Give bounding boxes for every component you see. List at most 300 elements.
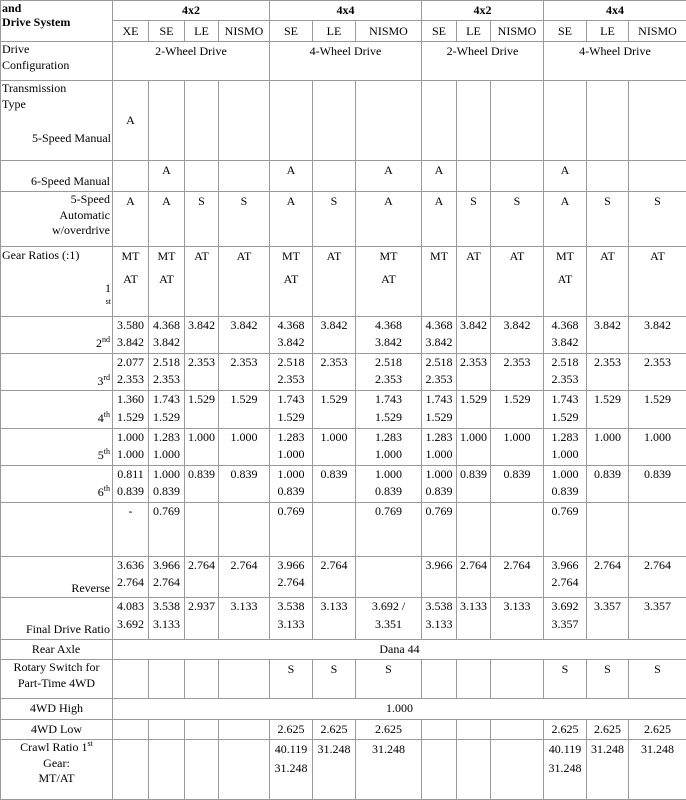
- rotary-switch-value: S: [356, 660, 422, 699]
- gear-ratio-value-line: 2.764: [188, 557, 215, 572]
- five-speed-auto-label-line: 5-Speed: [70, 192, 110, 207]
- five-speed-manual-label: 5-Speed Manual: [32, 130, 111, 145]
- gear-ratio-value: [313, 391, 356, 428]
- gear-ratio-value-line: 4.368: [551, 317, 579, 332]
- gear-ratio-row: [1, 465, 686, 502]
- gear-ratio-value: [219, 503, 270, 557]
- four-wd-low-value: 2.625: [544, 719, 587, 739]
- gear-ratio-value: [544, 598, 587, 639]
- gear-ratio-value-line: 0.769: [425, 504, 453, 519]
- rear-axle-value: Dana 44: [113, 639, 686, 659]
- gear-ratio-value-line: 1.529: [188, 392, 215, 407]
- gear-ratio-value-line: 3.966: [153, 557, 180, 572]
- gear-ratio-row-label: [1, 428, 113, 465]
- gear-ratio-value: [270, 428, 313, 465]
- gear-ratio-value-line: 1.743: [375, 392, 402, 407]
- gear-ratio-value: [219, 316, 270, 353]
- gear-ratio-value: [587, 354, 629, 391]
- gear-type-line1: AT: [650, 248, 665, 263]
- gear-ratio-value-line: 1.529: [230, 392, 258, 407]
- gear-ratio-value: [629, 316, 686, 353]
- gear-ratio-value: [185, 391, 219, 428]
- gear-label-num: 2: [96, 336, 102, 351]
- gear-ratio-value-line: 4.368: [425, 317, 453, 332]
- gear-ratio-value: [629, 354, 686, 391]
- gear-ratio-value-line: 1.529: [375, 409, 402, 424]
- gear-ratio-value: [356, 354, 422, 391]
- drive-config-label-line: Configuration: [2, 57, 70, 72]
- gear-ratio-value: [149, 465, 185, 502]
- gear-ratio-value-line: 0.839: [320, 466, 348, 481]
- gear-ratio-value-line: 1.529: [594, 392, 621, 407]
- gear-ratio-value-line: 3.966: [425, 557, 453, 572]
- rotary-switch-value: [422, 660, 457, 699]
- crawl-ratio-value-line: 31.248: [317, 741, 351, 756]
- gear-ratio-value: [356, 316, 422, 353]
- five-speed-auto-label: [1, 192, 113, 247]
- gear-ratio-value: [185, 465, 219, 502]
- four-wd-low-value: [457, 719, 491, 739]
- crawl-ratio-value: [457, 739, 491, 799]
- gear-type-cell: [270, 246, 313, 316]
- drive-config-row: [1, 41, 686, 80]
- trim-header: NISMO: [629, 21, 686, 42]
- gear-ratio-value: [491, 316, 544, 353]
- five-speed-auto-value: S: [491, 192, 544, 247]
- gear-ratio-value-line: 2.518: [551, 355, 579, 369]
- gear-ratio-value-line: 3.538: [153, 599, 180, 614]
- gear-ratio-value-line: 2.353: [460, 355, 487, 369]
- gear-ratio-value-line: 2.764: [320, 557, 348, 572]
- gear-ratio-value-line: 0.839: [117, 484, 144, 499]
- four-wd-low-value: [491, 719, 544, 739]
- gear-ratio-value-line: 0.769: [375, 504, 402, 519]
- six-speed-manual-value: A: [356, 161, 422, 192]
- gear-ratio-value-line: 0.839: [375, 484, 402, 499]
- gear-ratio-value-line: 3.842: [460, 317, 487, 332]
- six-speed-manual-value: [491, 161, 544, 192]
- gear-type-line1: AT: [326, 248, 342, 263]
- six-speed-manual-value: [113, 161, 149, 192]
- gear-ratio-value-line: 1.743: [551, 392, 579, 407]
- gear-ratio-value-line: 3.692 /: [371, 599, 406, 614]
- gear-ratio-value-line: 2.764: [277, 575, 305, 590]
- gear-ratio-value-line: 3.636: [117, 557, 144, 572]
- gear-ratio-value-line: 1.000: [594, 429, 621, 444]
- trim-header: XE: [113, 21, 149, 42]
- four-wd-low-value: [422, 719, 457, 739]
- gear-label-sup: rd: [103, 372, 110, 382]
- four-wd-low-value: [149, 719, 185, 739]
- gear-ratio-value: [219, 354, 270, 391]
- rotary-switch-value: [113, 660, 149, 699]
- gear-ratio-value-line: 1.529: [644, 392, 671, 407]
- gear-ratio-value: [270, 391, 313, 428]
- gear-ratio-value-line: 1.000: [117, 429, 144, 444]
- gear-type-cell: [422, 246, 457, 316]
- gear-type-cell: [491, 246, 544, 316]
- gear-ratio-value: [270, 598, 313, 639]
- gear-ratio-value: [356, 503, 422, 557]
- gear-ratio-value-line: 0.839: [460, 466, 487, 481]
- trim-header: LE: [185, 21, 219, 42]
- five-speed-manual-value: [219, 81, 270, 161]
- crawl-ratio-label-sup: st: [87, 739, 93, 748]
- gear-ratio-value-line: 3.357: [551, 616, 579, 631]
- gear-type-cell: [149, 246, 185, 316]
- gear-ratio-value-line: 0.769: [551, 504, 579, 519]
- gear-ratio-value: [113, 598, 149, 639]
- gear-ratio-value: [491, 354, 544, 391]
- crawl-ratio-value-line: 31.248: [641, 741, 674, 756]
- gear-ratio-value-line: 1.000: [644, 429, 671, 444]
- gear-ratio-value: [149, 428, 185, 465]
- five-speed-auto-value: A: [113, 192, 149, 247]
- drive-config-value: 4-Wheel Drive: [270, 41, 422, 80]
- six-speed-manual-label: 6-Speed Manual: [1, 161, 113, 192]
- gear-ratio-value: [491, 598, 544, 639]
- six-speed-manual-value: A: [422, 161, 457, 192]
- gear-ratio-value-line: 1.000: [503, 429, 531, 444]
- gear-ratio-value: [219, 465, 270, 502]
- gear-ratio-value-line: 1.743: [425, 392, 453, 407]
- gear-ratio-value-line: 2.518: [153, 355, 180, 369]
- five-speed-auto-value: A: [270, 192, 313, 247]
- gear-ratio-value-line: 3.842: [230, 317, 258, 332]
- drive-config-value: 2-Wheel Drive: [113, 41, 270, 80]
- gear-ratio-value: [457, 316, 491, 353]
- gear-ratio-value: [149, 316, 185, 353]
- trim-header: SE: [270, 21, 313, 42]
- gear-ratio-value-line: 0.839: [644, 466, 671, 481]
- gear-ratio-value: [422, 316, 457, 353]
- gear-ratio-value-line: 2.764: [503, 557, 531, 572]
- gear-ratio-value-line: 0.839: [277, 484, 305, 499]
- gear-ratio-value-line: 0.839: [551, 484, 579, 499]
- gear-ratio-value-line: 4.368: [375, 317, 402, 332]
- five-speed-auto-value: S: [185, 192, 219, 247]
- gear-ratio-value-line: 1.283: [375, 429, 402, 444]
- rotary-switch-value: [185, 660, 219, 699]
- gear-ratio-value: [113, 465, 149, 502]
- gear-label-num: 4: [97, 410, 104, 425]
- gear-ratio-value-line: 1.000: [117, 446, 144, 461]
- gear-ratio-value-line: 2.353: [320, 355, 348, 369]
- gear-ratio-value-line: 2.764: [594, 557, 621, 572]
- gear-ratio-value-line: 3.133: [230, 599, 258, 614]
- four-wd-low-value: 2.625: [313, 719, 356, 739]
- crawl-ratio-value: [313, 739, 356, 799]
- gear-ratio-value-line: 0.839: [153, 484, 180, 499]
- four-wd-low-value: 2.625: [270, 719, 313, 739]
- rotary-switch-value: [491, 660, 544, 699]
- gear-ratio-value: [185, 428, 219, 465]
- gear-ratio-value: [149, 598, 185, 639]
- gear-ratio-value-line: 2.353: [594, 355, 621, 369]
- crawl-ratio-value: [356, 739, 422, 799]
- gear-ratio-value: [587, 556, 629, 597]
- gear-ratio-value-line: 3.133: [425, 616, 453, 631]
- gear-ratio-value-line: 1.529: [503, 392, 531, 407]
- four-wd-low-value: 2.625: [629, 719, 686, 739]
- gear-ratio-value: [185, 354, 219, 391]
- crawl-ratio-label-pre: Crawl Ratio 1: [20, 739, 88, 754]
- rotary-switch-value: S: [270, 660, 313, 699]
- gear-first-label-num: 1: [105, 280, 111, 295]
- gear-label-sup: th: [103, 447, 110, 457]
- five-speed-auto-value: S: [629, 192, 686, 247]
- gear-type-line1: MT: [157, 248, 176, 263]
- rotary-switch-value: S: [629, 660, 686, 699]
- gear-ratio-value-line: 3.842: [503, 317, 531, 332]
- gear-ratio-value-line: 0.769: [153, 504, 180, 519]
- trim-header: LE: [587, 21, 629, 42]
- gear-ratio-value-line: 2.937: [188, 599, 215, 614]
- gear-ratio-value-line: 2.518: [425, 355, 453, 369]
- group-header-4x2: 4x2: [422, 1, 544, 21]
- gear-ratio-value-line: 2.764: [460, 557, 487, 572]
- gear-ratio-value: [113, 556, 149, 597]
- gear-first-label: [2, 280, 111, 314]
- four-wd-high-label: 4WD High: [1, 699, 113, 719]
- drive-config-value: 4-Wheel Drive: [544, 41, 686, 80]
- gear-ratio-value: [422, 503, 457, 557]
- gear-ratio-value-line: 3.842: [277, 335, 305, 350]
- five-speed-manual-value: [149, 81, 185, 161]
- gear-ratio-row-label: [1, 598, 113, 639]
- gear-ratio-value: [491, 465, 544, 502]
- gear-ratio-row: [1, 598, 686, 639]
- crawl-ratio-body: [1, 739, 686, 799]
- gear-type-cell: [587, 246, 629, 316]
- gear-ratio-value-line: 2.353: [230, 355, 258, 369]
- gear-ratio-value: [113, 391, 149, 428]
- gear-ratio-row: [1, 316, 686, 353]
- gear-ratio-value-line: 3.133: [320, 599, 348, 614]
- rotary-switch-row: [1, 660, 686, 699]
- gear-ratio-row: [1, 354, 686, 391]
- gear-ratio-value: [629, 428, 686, 465]
- five-speed-manual-value: [544, 81, 587, 161]
- five-speed-auto-label-line: Automatic: [59, 207, 110, 222]
- six-speed-manual-value: A: [270, 161, 313, 192]
- four-wd-low-value: [219, 719, 270, 739]
- gear-type-line2: AT: [283, 271, 299, 286]
- gear-ratio-value: [149, 354, 185, 391]
- six-speed-manual-value: [587, 161, 629, 192]
- gear-ratio-value-line: 3.357: [594, 599, 621, 614]
- five-speed-manual-value: [422, 81, 457, 161]
- gear-ratio-value-line: 3.842: [644, 317, 671, 332]
- gear-ratio-value-line: 1.000: [375, 446, 402, 461]
- rotary-switch-value: S: [587, 660, 629, 699]
- gear-ratio-value: [313, 556, 356, 597]
- gear-ratio-value: [587, 465, 629, 502]
- gear-ratio-value-line: 2.764: [644, 557, 671, 572]
- gear-ratio-value: [113, 354, 149, 391]
- gear-ratio-value-line: 1.000: [375, 466, 402, 481]
- gear-ratios-label: [1, 246, 113, 316]
- crawl-ratio-label: [1, 739, 113, 799]
- gear-ratio-value: [544, 354, 587, 391]
- gear-ratio-value-line: 1.283: [153, 429, 180, 444]
- gear-ratio-value-line: 1.529: [320, 392, 348, 407]
- gear-type-line1: MT: [556, 248, 574, 263]
- six-speed-manual-value: A: [149, 161, 185, 192]
- six-speed-manual-value: [629, 161, 686, 192]
- gear-ratio-value: [356, 428, 422, 465]
- six-speed-manual-row: [1, 161, 686, 192]
- crawl-ratio-value: [113, 739, 149, 799]
- gear-ratio-value-line: 1.000: [277, 466, 305, 481]
- gear-ratio-value: [422, 354, 457, 391]
- trim-header: LE: [457, 21, 491, 42]
- crawl-ratio-value-line: 31.248: [372, 741, 405, 756]
- transmission-label-line: Transmission: [2, 81, 67, 96]
- gear-ratio-value: [422, 598, 457, 639]
- four-wd-low-value: [185, 719, 219, 739]
- gear-ratio-value: [587, 503, 629, 557]
- crawl-ratio-value-line: 31.248: [591, 741, 624, 756]
- gear-type-cell: [113, 246, 149, 316]
- five-speed-auto-value: S: [587, 192, 629, 247]
- five-speed-manual-value: [587, 81, 629, 161]
- gear-ratio-value-line: 1.283: [425, 429, 453, 444]
- gear-ratio-row-label: [1, 391, 113, 428]
- gear-ratio-row: [1, 391, 686, 428]
- six-speed-manual-value: [185, 161, 219, 192]
- gear-type-cell: [219, 246, 270, 316]
- gear-ratio-row: [1, 556, 686, 597]
- crawl-ratio-value: [587, 739, 629, 799]
- gear-ratio-value: [544, 428, 587, 465]
- gear-ratio-value-line: 1.360: [117, 392, 144, 407]
- gear-ratio-value: [313, 428, 356, 465]
- crawl-ratio-value: [149, 739, 185, 799]
- gear-ratio-row: [1, 503, 686, 557]
- gear-ratio-value-line: 3.966: [277, 557, 305, 572]
- gear-type-line1: MT: [379, 248, 398, 263]
- gear-type-line1: AT: [509, 248, 525, 263]
- gear-ratio-value-line: 3.133: [503, 599, 531, 614]
- rotary-switch-value: S: [313, 660, 356, 699]
- gear-ratio-value-line: 1.743: [153, 392, 180, 407]
- gear-ratio-value: [149, 503, 185, 557]
- gear-ratio-rows: [1, 316, 686, 639]
- gear-ratio-value: [313, 465, 356, 502]
- crawl-ratio-value: [270, 739, 313, 799]
- gear-ratio-value: [457, 598, 491, 639]
- gear-ratio-value-line: 4.368: [153, 317, 180, 332]
- gear-ratio-value: [491, 428, 544, 465]
- gear-ratio-value: [457, 391, 491, 428]
- gear-type-line1: AT: [236, 248, 252, 263]
- gear-ratio-value: [185, 316, 219, 353]
- gear-ratio-value: [544, 391, 587, 428]
- gear-ratio-value-line: 2.353: [425, 372, 453, 387]
- gear-ratio-value: [185, 598, 219, 639]
- gear-type-line1: MT: [282, 248, 300, 263]
- gear-first-label-sup: st: [105, 296, 111, 306]
- gear-ratio-value: [270, 354, 313, 391]
- gear-ratio-value-line: 1.743: [277, 392, 305, 407]
- gear-ratio-value-line: 2.764: [117, 575, 144, 590]
- trim-header: SE: [149, 21, 185, 42]
- crawl-ratio-value: [185, 739, 219, 799]
- gear-ratio-value-line: 2.764: [551, 575, 579, 590]
- gear-ratio-value-line: 3.538: [425, 599, 453, 614]
- rotary-switch-value: [149, 660, 185, 699]
- five-speed-auto-value: A: [149, 192, 185, 247]
- gear-ratio-value-line: 4.083: [117, 599, 144, 614]
- rear-axle-row: [1, 639, 686, 659]
- gear-type-line1: MT: [121, 248, 140, 263]
- gear-type-cell: [185, 246, 219, 316]
- gear-ratio-value-line: 2.518: [277, 355, 305, 369]
- gear-ratio-value: [270, 316, 313, 353]
- gear-ratio-value: [219, 598, 270, 639]
- crawl-ratio-label-line: Gear:: [43, 755, 70, 770]
- gear-ratio-value-line: 3.842: [117, 335, 144, 350]
- six-speed-manual-value: [219, 161, 270, 192]
- gear-type-line1: AT: [194, 248, 209, 263]
- five-speed-auto-value: A: [422, 192, 457, 247]
- gear-ratio-value: [629, 391, 686, 428]
- drive-config-label: [1, 41, 113, 80]
- drive-config-label-line: Drive: [2, 41, 30, 56]
- gear-ratio-value: [149, 391, 185, 428]
- gear-ratio-value-line: 0.839: [188, 466, 215, 481]
- four-wd-low-value: [113, 719, 149, 739]
- gear-ratio-value-line: 1.283: [277, 429, 305, 444]
- gear-type-cell: [457, 246, 491, 316]
- gear-ratio-value-line: 2.353: [503, 355, 531, 369]
- gear-ratios-first-row: [1, 246, 686, 316]
- gear-ratio-value: [270, 465, 313, 502]
- gear-type-line2: AT: [381, 271, 396, 286]
- gear-ratio-value-line: 3.842: [425, 335, 453, 350]
- gear-ratio-value: [422, 391, 457, 428]
- gear-ratio-value: [544, 316, 587, 353]
- five-speed-auto-value: A: [356, 192, 422, 247]
- gear-ratio-value-line: 0.839: [425, 484, 453, 499]
- gear-label-text: Final Drive Ratio: [26, 622, 110, 637]
- gear-type-cell: [629, 246, 686, 316]
- gear-ratio-value-line: 2.353: [153, 372, 180, 387]
- gear-ratio-value-line: 3.133: [153, 616, 180, 631]
- gear-ratio-value: [219, 391, 270, 428]
- five-speed-auto-row: [1, 192, 686, 247]
- gear-ratio-value-line: 3.842: [153, 335, 180, 350]
- gear-ratio-value: [313, 503, 356, 557]
- gear-ratio-value-line: 1.000: [551, 446, 579, 461]
- gear-label-text: Reverse: [71, 580, 110, 595]
- gear-ratio-value-line: 1.000: [188, 429, 215, 444]
- gear-ratio-value: [422, 428, 457, 465]
- gear-ratio-value-line: 2.764: [153, 575, 180, 590]
- gear-ratio-value: [457, 503, 491, 557]
- crawl-ratio-value-line: 31.248: [274, 760, 308, 775]
- gear-ratio-value-line: 1.000: [425, 446, 453, 461]
- gear-ratio-value: [356, 465, 422, 502]
- crawl-ratio-row: [1, 739, 686, 799]
- crawl-ratio-value: [491, 739, 544, 799]
- gear-type-line2: AT: [159, 271, 174, 286]
- gear-ratio-value-line: 2.353: [117, 372, 144, 387]
- gear-ratio-value-line: 0.839: [594, 466, 621, 481]
- gear-ratio-value-line: 3.538: [277, 599, 305, 614]
- crawl-ratio-value: [422, 739, 457, 799]
